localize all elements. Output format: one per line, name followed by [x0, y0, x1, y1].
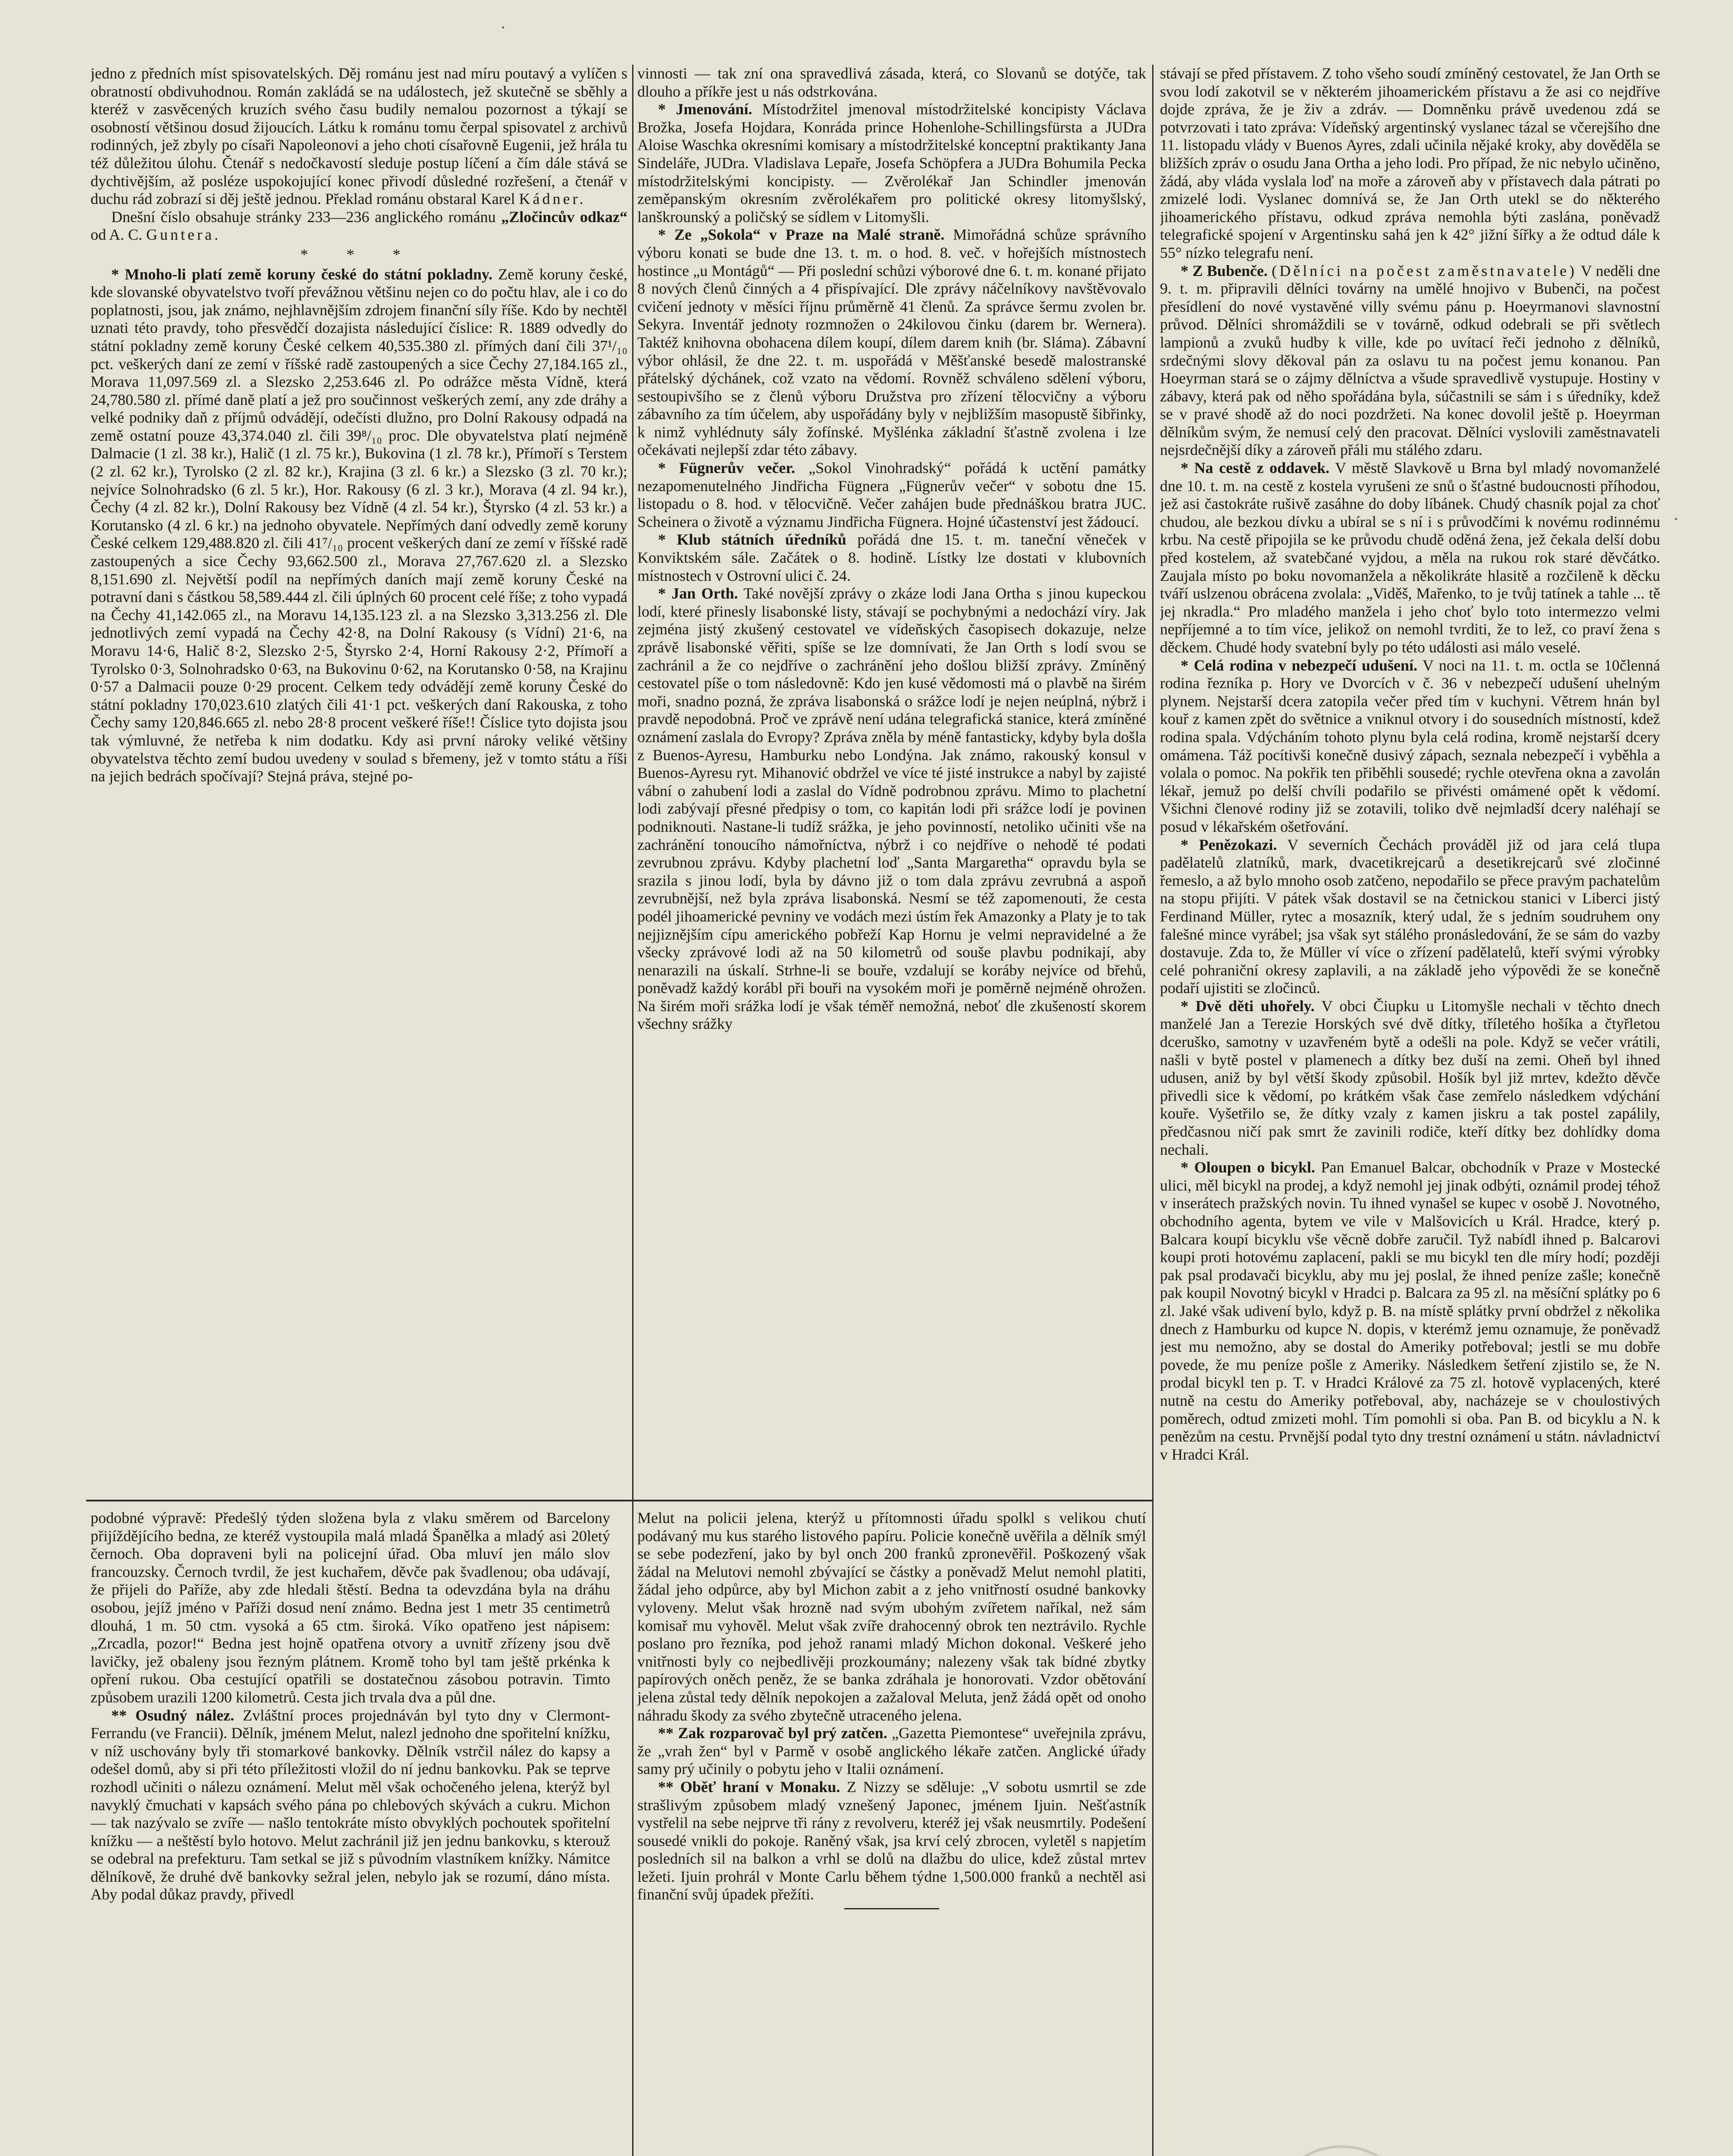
article-wedding: * Na cestě z oddavek. V městě Slavkově u Brna byl mladý novomanželé dne 10. t. m. na cestě z kostela vyrušeni ze snů o šťastné budoucnosti příhodou, jež asi častokráte rušivě zasáhne do doby líbánek. Chudý chasník pojal za choť chudou, ale bezkou dívku a ubíral se s ní i s průvodčími k novému rodinnému krbu. Na cestě připojila se ke průvodu chudě oděná žena, jež čekala delší dobu před kostelem, až svatebčané vyjdou, a měla na rukou rok staré děvčátko. Zaujala místo po boku novomanžela a několikráte hlasitě a rozčileně k děcku tváří uslzenou obrácena zvolala: „Viděš, Mařenko, to je tvůj tatínek a tahle ... tě jej nkradla.“ Pro mladého manžela i jeho choť bylo toto intermezzo velmi nepříjemné a to tím více, jelikož on nemohl tvrditi, že to lež, co praví žena s děckem. Chudé hody svatební byly po této události asi málo veselé. [1160, 459, 1660, 656]
article-continuation: Melut na policii jelena, kterýž u přítomnosti úřadu spolkl s velikou chutí podávaný mu kus starého listového papíru. Policie konečně uvěřila a dělník smýl se sebe podezření, jako by byl onch 200 franků zpronevěřil. Poškozený však žádal na Melutovi nemohl zbývající se částky a poněvadž Melut nemohl platiti, žádal jeho odpůrce, aby byl Michon zabit a z jeho vnitřností osudné bankovky vyloveny. Melut však hrozně nad svým ubohým zvířetem naříkal, než sám komisař mu vyhověl. Melut však zvíře drahocenný obrok ten neztrávilo. Rychle poslano pro řezníka, pod jehož ranami mladý Michon dokonal. Veškeré jeho vnitřnosti byly co nejbedlivěji prozkoumány; nalezeny však tak bídné zbytky papírových oněch peněz, že se banka zdráhala je honorovati. Vzdor obětování jelena zůstal tedy dělník nepokojen a zažaloval Meluta, jenž žádá opět od onoho náhradu škody za svého zbytečně utraceného jelena. [637, 1509, 1146, 1724]
column-2 [637, 65, 1146, 1496]
article-heading: * Jan Orth. [658, 585, 738, 602]
article-children-burned: * Dvě děti uhořely. V obci Čiupku u Litomyšle nechali v těchto dnech manželé Jan a Terezie Horských své dvě dítky, tříletého hošíka a čtyřletou dceruško, samotny v uzavřeném bytě a odešli na pole. Když se večer vrátili, našli v bytě postel v plamenech a dítky bez duší na zemi. Oheň byl ihned udusen, aniž by byl větší škody způsobil. Hošík byl již mrtev, kdežto děvče přivedli sice k vědomí, po krátkém však čase zemřelo následkem vdýchání kouře. Vyšetřilo se, že dítky vzaly z kamen jiskru a tak postel zapálily, předčasnou ničí pak smrt že zavinili rodiče, kteří dítky bez dohlídky doma nechali. [1160, 997, 1660, 1158]
article-heading: * Oloupen o bicykl. [1181, 1159, 1315, 1176]
article-heading: * Fügnerův večer. [658, 459, 795, 477]
article-continuation: stávají se před přístavem. Z toho všeho soudí zmíněný cestovatel, že Jan Orth se svou lodí zakotvil se v některém jihoamerickém přístavu a že asi co nejdříve dojde zpráva, že je živ a zdráv. — Domněnku právě uvedenou zdá se potvrzovati i tato zpráva: Vídeňský argentinský vyslanec tázal se včerejšího dne 11. listopadu vlády v Buenos Ayres, zdali učinila nějaké kroky, aby dověděla se bližších zpráv o osudu Jana Ortha a jeho lodi. Pro případ, že nic nebylo učiněno, žádá, aby vláda vyslala loď na moře a zároveň aby v přístavech dala pátrati po zmizelé lodi. Vyslanec domnívá se, že Jan Orth utekl se do některého jihoamerického přístavu, odkud zpráva nemohla býti zaslána, poněvadž telegrafické spojení v Argentinsku sahá jen k 42° jižní šířky a že odtud dále k 55° nízko telegrafu není. [1160, 65, 1660, 261]
article-sokol: * Ze „Sokola“ v Praze na Malé straně. Mimořádná schůze správního výboru konati se bude dne 13. t. m. o hod. 8. več. v hořejších místnostech hostince „u Montágů“ — Při poslední schůzi výborové dne 6. t. m. konané přijato 8 nových členů činných a 4 přispívající. Dle zprávy náčelníkovy navštěvovalo cvičení jednoty v měsíci říjnu průměrně 41 členů. Za správce šermu zvolen br. Sekyra. Inventář jednoty rozmnožen o 24kilovou činku (darem br. Wernera). Taktéž knihovna obohacena dílem koupí, dílem darem knih (br. Sláma). Zábavní výbor ohlásil, že dne 22. t. m. uspořádá v Měšťanské besedě malostranské přátelský dýchánek, což vzato na vědomí. Rovněž schváleno sdělení výboru, sestoupivšího se z členů výboru Družstva pro zřízení tělocvičny a výboru zábavního za tím účelem, aby uspořádány byly v nejbližším masopustě šibřinky, k nimž vyhlédnuty sály žofínské. Myšlénka základní šťastně zvolena i lze očekávati nejlepší zdar této zábavy. [637, 226, 1146, 459]
article-ripper: ** Zak rozparovač byl prý zatčen. „Gazetta Piemontese“ uveřejnila zprávu, že „vrah žen“ byl v Parmě v osobě anglického lékaře zatčen. Anglické úřady samy prý učinily o pobytu jeho v Italii oznámení. [637, 1724, 1146, 1778]
article-heading: ** Oběť hraní v Monaku. [658, 1778, 840, 1796]
article-heading: * Z Bubenče. [1181, 262, 1268, 279]
page-mark: · [1673, 509, 1679, 529]
article-officials-club: * Klub státních úředníků pořádá dne 15. t. m. taneční věneček v Konviktském sále. Začátek o 8. hodině. Lístky lze dostati v klubovních místnostech v Ostrovní ulici č. 24. [637, 531, 1146, 584]
article-jan-orth: * Jan Orth. Také novější zprávy o zkáze lodi Jana Ortha s jinou kupeckou lodí, které přinesly lisabonské listy, stávají se pochybnými a nedochází víry. Jak zejména jistý zkušený cestovatel ve vídeňských časopisech dokazuje, nelze zprávě lisabonské věřiti, spíše se lze domnívati, že Jan Orth s lodí svou se zachránil a že co nejdříve o zachránění jeho došlou bližší zprávy. Zmíněný cestovatel píše o tom následovně: Kdo jen kusé vědomosti má o plavbě na širém moři, snadno pozná, že zpráva lisabonská o srážce lodí je nejen neúplná, nýbrž i pravdě nepodobná. Proč ve zprávě není udána telegrafická stanice, která zmíněné oznámení zaslala do Evropy? Zpráva zněla by méně fantasticky, kdyby byla došla z Buenos-Ayresu, Hamburku nebo Londýna. Jak známo, rakouský konsul v Buenos-Ayresu ryt. Mihanović obdržel ve více té jisté instrukce a nabyl by zajisté vábní o zahubení lodi a zaslal do Vídně podrobnou zprávu. Mimo to plachetní lodi zabývají přesné předpisy o tom, co kapitán lodi při srážce lodí je povinen podniknouti. Nastane-li tudíž srážka, je jeho povinností, netoliko učiniti vše na zachránění tonoucího námořníctva, nýbrž i co nejdříve o nehodě té podati zevrubnou zprávu. Kdyby plachetní loď „Santa Margaretha“ opravdu byla se srazila s jinou lodí, byla by dávno již o tom dala zprávu zevrubná a aspoň zevrubnější, než byla zpráva lisabonská. Nesmí se též zapomenouti, že cesta podél jihoamerické pevniny ve vodách mezi ústím řek Amazonky a Platy je to tak nejjiznějším cípu amerického pobřeží Kap Hornu je velmi nepravidelné a že všecky zprávové lodi až na 50 kilometrů od souše plavbu podnikají, aby nenarazili na úskalí. Strhne-li se bouře, vzdalují se koráby nejvíce od břehů, poněvadž každý korábl při bouři na vysokém moři je poměrně nejméně ohrožen. Na širém moři srážka lodí je však téměř nemožná, neboť dle zkušeností skorem všechny srážky [637, 585, 1146, 1033]
article-fugner-evening: * Fügnerův večer. „Sokol Vinohradský“ pořádá k uctění památky nezapomenutelného Jindřicha Fügnera „Fügnerův večer“ v sobotu dne 15. listopadu o 8. hod. v tělocvičně. Večer zahájen bude přednáškou bratra JUC. Scheinera o životě a významu Jindřicha Fügnera. Hojné účastenství jest žádoucí. [637, 459, 1146, 530]
article-fatal-find: ** Osudný nález. Zvláštní proces projednáván byl tyto dny v Clermont-Ferrandu (ve Francii). Dělník, jménem Melut, nalezl jednoho dne spořitelní knížku, v níž uschovány byly tři stomarkové bankovky. Dělník vstrčil nález do kapsy a odešel domů, aby si při této příležitosti vložil do ní jednu bankovku. Pak se teprve rozhodl učiniti o nálezu oznámení. Melut měl však ochočeného jelena, kterýž byl navyklý čmuchati v kapsách svého pána po chlebových skývách a cukru. Michon — tak nazývalo se zvíře — našlo tentokráte místo obvyklých pochoutek spořitelní knížku — a neštěstí bylo hotovo. Melut zachránil již jen jednu bankovku, s kterouž se odebral na prefekturu. Tam setkal se již s původním vlastníkem knížky. Námitce dělníkově, že druhé dvě bankovky sežral jelen, nebylo jak se rozumí, dáno místa. Aby podal důkaz pravdy, přivedl [91, 1706, 610, 1903]
article-heading: ** Osudný nález. [111, 1706, 235, 1724]
article-heading: * Jmenování. [658, 100, 752, 118]
article-heading: * Mnoho-li platí země koruny české do státní pokladny. [111, 265, 493, 283]
article-crown-taxes: * Mnoho-li platí země koruny české do státní pokladny. Země koruny české, kde slovanské obyvatelstvo tvoří převážnou většinu nejen co do počtu hlav, ale i co do poplatnosti, jsou, jak známo, nejhlavnějším zdrojem finanční síly říše. Kdo by nechtěl uznati této pravdy, toho přesvědčí dozajista následující číslice: R. 1889 odvedly do státní pokladny země koruny České celkem 40,535.380 zl. přímých daní čili 37¹/₁₀ pct. veškerých daní ze zemí v říšské radě zastoupených a sice Čechy 27,184.165 zl., Morava 11,097.569 zl. a Slezsko 2,253.646 zl. Po odrážce města Vídně, která 24,780.580 zl. přímé daně platí a jež pro součinnost veškerých zemí, any zde dráhy a velké podniky daň z příjmů odvádějí, odečísti dlužno, pro Dolní Rakousy odpadá na země ostatní pouze 43,374.040 zl. čili 39⁸/₁₀ proc. Dle obyvatelstva platí nejméně Dalmacie (1 zl. 38 kr.), Halič (1 zl. 75 kr.), Bukovina (1 zl. 78 kr.), Přímoří s Terstem (2 zl. 62 kr.), Tyrolsko (2 zl. 82 kr.), Krajina (3 zl. 6 kr.) a Slezsko (3 zl. 70 kr.); nejvíce Solnohradsko (6 zl. 5 kr.), Hor. Rakousy (6 zl. 3 kr.), Morava (4 zl. 94 kr.), Čechy (4 zl. 82 kr.), Dolní Rakousy bez Vídně (4 zl. 54 kr.), Štyrsko (4 zl. 53 kr.) a Korutansko (4 zl. 6 kr.) na jednoho obyvatele. Nepřímých daní odvedly země koruny České celkem 129,488.820 zl. čili 41⁷/₁₀ procent veškerých daní ze zemí v říšské radě zastoupených a sice Čechy 93,662.500 zl., Morava 27,767.620 zl. a Slezsko 8,151.690 zl. Největší podíl na nepřímých daních mají země koruny České na potravní dani s částkou 58,589.444 zl. čili úplných 60 procent celé říše; z toho vypadá na Čechy 41,142.065 zl., na Moravu 14,135.123 zl. a na Slezsko 3,313.256 zl. Dle jednotlivých zemí vypadá na Čechy 42·8, na Dolní Rakousy (s Vídní) 21·6, na Moravu 14·6, Halič 8·2, Slezsko 2·5, Štyrsko 2·4, Horní Rakousy 2·2, Přímoří a Tyrolsko 0·3, Solnohradsko 0·63, na Bukovinu 0·62, na Korutansko 0·58, na Krajinu 0·57 a Dalmacii pouze 0·29 procent. Celkem tedy odvádějí země koruny České do státní pokladny 170,023.610 zlatých čili 41·1 pct. veškerých daní Rakouska, z toho Čechy samy 120,846.665 zl. nebo 28·8 procent veškeré říše!! Číslice tyto dojista jsou tak výmluvné, že netřeba k nim dodatku. Kdy asi první nároky veliké většiny obyvatelstva těchto zemí budou uvedeny v soulad s břemeny, jež v tomto státu a říši na jejich bedrách spočívají? Stejná práva, stejné po- [91, 265, 627, 785]
article-heading: * Dvě děti uhořely. [1181, 997, 1315, 1015]
column-rule [1152, 65, 1153, 2156]
article-monaco: ** Oběť hraní v Monaku. Z Nizzy se sděluje: „V sobotu usmrtil se zde strašlivým způsobem mladý vznešený Japonec, jménem Ijuin. Nešťastník vystřelil na sebe nejprve tři rány z revolveru, kteréž jej však neusmrtily. Podešení sousedé vnikli do pokoje. Raněný však, jsa krví celý zbrocen, vyletěl s napjetím posledních sil na balkon a vrhl se dolů na dlažbu do ulice, kdež zůstal mrtev ležeti. Ijuin prohrál v Monte Carlu během týdne 1,500.000 franků a nechtěl asi finanční svůj úpadek přežíti. [637, 1778, 1146, 1903]
translator-name: Kádner. [519, 190, 586, 208]
article-family-danger: * Celá rodina v nebezpečí udušení. V noci na 11. t. m. octla se 10členná rodina řezníka p. Hory ve Dvorcích v č. 36 v nebezpečí udušení uhelným plynem. Nejstarší dcera zatopila večer před tím v kuchyni. Větrem hnán byl kouř z kamen zpět do světnice a vniknul otvory i do sousedních místností, kdež rodina spala. Vdýcháním tohoto plynu byla celá rodina, kromě nejstarší dcery omámena. Táž pocítivši konečně dusivý zápach, seznala nebezpečí i vyběhla a volala o pomoc. Na pokřik ten přiběhli sousedé; rychle otevřena okna a zavolán lékař, jemuž po delší chvíli podařilo se přivésti omámené opět k vědomí. Všichni členové rodiny již se zotavili, toliko dvě nejmladší dcery naléhají se posud v lékařském ošetřování. [1160, 656, 1660, 835]
column-3 [1160, 65, 1660, 2156]
column-rule [632, 65, 633, 2156]
article-heading: ** Zak rozparovač byl prý zatčen. [658, 1724, 887, 1742]
article-heading: * Klub státních úředníků [658, 531, 846, 548]
article-counterfeiters: * Penězokazi. V severních Čechách prováděl již od jara celá tlupa padělatelů zlatníků, mark, dvacetikrejcarů a desetikrejcarů své zločinné řemeslo, a až bylo mnoho osob zatčeno, nepodařilo se přece pravým pachatelům na stopu přijíti. V pátek však dostavil se na četnickou stanici v Liberci jistý Ferdinand Müller, rytec a mosazník, který udal, že s jedním soudruhem ony falešné mince vyrábel; jsa však syt stálého pronásledování, že se sám do vazby dostavuje. Zda to, že Müller ví více o zřízení padělatelů, kteří svými výrobky celé pohraniční okresy zaplavili, a na základě jeho výpovědi že se konečně podaří ujistiti se zločinců. [1160, 836, 1660, 997]
article-heading: * Na cestě z oddavek. [1181, 459, 1330, 477]
article-bicycle: * Oloupen o bicykl. Pan Emanuel Balcar, obchodník v Praze v Mostecké ulici, měl bicykl na prodej, a když nemohl jej jinak odbýti, oznámil prodej téhož v inserátech pražských novin. Tu ihned vynašel se kupec v osobě J. Novotného, obchodního agenta, bytem ve vile v Malšovicích u Král. Hradce, který p. Balcara koupí bicyklu vše věcně dobře zaručil. Tyž nabídl ihned p. Balcarovi koupi proti hotovému zaplacení, pakli se mu bicykl ten dle míry hodí; později pak psal prodavači bicyklu, aby mu jej poslal, že ihned peníze zašle; konečně pak koupil Novotný bicykl v Hradci p. Balcara za 95 zl. na měsíční splátky po 6 zl. Jaké však udivení bylo, když p. B. na místě splátky první obdržel z několika dnech z Hamburku od kupce N. dopis, v kterémž jemu oznamuje, že poněvadž jest mu nemožno, aby se dostal do Ameriky potřeboval; jestli se mu dobře povede, že mu peníze pošle z Ameriky. Následkem šetření zjistilo se, že N. prodal bicykl ten p. T. v Hradci Králové za 75 zl. hotově vyplacených, které nutně na cestu do Ameriky potřeboval, aby, nacházeje se v choulostivých poměrech, odtud zmizeti mohl. Tím pomohli si oba. Pan B. od bicyklu a N. k penězům na cestu. Prvnější podal tyto dny trestní oznámení u státn. návladnictví v Hradci Král. [1160, 1159, 1660, 1463]
article-bubenec: * Z Bubenče. (Dělníci na počest zaměstnavatele) V neděli dne 9. t. m. připravili dělníci továrny na umělé hnojivo v Bubenči, na počest přesídlení do nové vystavěné villy svému pánu p. Hoeyrmanovi slavnostní průvod. Dělníci shromáždili se v továrně, odkud odebrali se při světlech lampionů a zvuků hudby k ville, kde po uvítací řeči jednoho z dělníků, srdečnými slovy děkoval pán za oslavu tu na počest jemu konanou. Pan Hoeyrman stará se o zájmy dělníctva a všude spravedlivě vystupuje. Hostiny v zábavy, která pak od něho spořádána byla, súčastnili se sám i s úředníky, kdež se v pravé shodě až do noci pozdržeti. Na konec dovolil ještě p. Hoeyrman dělníkům svým, že nemusí celý den pracovat. Dělníci vyslovili zaměstnavateli nejsrdečnější díky a zároveň přáli mu stálého zdaru. [1160, 262, 1660, 459]
column-5 [637, 1509, 1146, 2156]
section-rule [86, 1500, 1152, 1501]
section-separator-stars: * * * [300, 245, 418, 263]
article-heading: * Celá rodina v nebezpečí udušení. [1181, 656, 1418, 674]
article-subheading: (Dělníci na počest zaměstnavatele) [1272, 262, 1577, 279]
article-continuation: vinnosti — tak zní ona spravedlivá zásada, která, co Slovanů se dotýče, tak dlouho a příkře jest u nás odstrkována. [637, 65, 1146, 100]
article-appointments: * Jmenování. Místodržitel jmenoval místodržitelské koncipisty Václava Brožka, Josefa Hojdara, Konráda prince Hohenlohe-Schillingsfürsta a JUDra Aloise Waschka okresními komisary a místodržitelské konceptní praktikanty Jana Sindeláře, JUDra. Vladislava Lepaře, Josefa Schöpfera a JUDra Bohumila Pecka místodržitelskými koncipisty. — Zvěrolékař Jan Schindler jmenován zeměpanským okresním zvěrolékařem pro politické okresy litomyšlský, lanškrounský a poličský se sídlem v Litomyšli. [637, 100, 1146, 226]
serial-author: Guntera. [146, 226, 221, 244]
article-heading: * Ze „Sokola“ v Praze na Malé straně. [658, 226, 945, 244]
column-4 [91, 1509, 610, 2156]
article-heading: * Penězokazi. [1181, 836, 1277, 853]
column-1-paragraph-1: jedno z předních míst spisovatelských. Děj románu jest nad míru poutavý a vylíčen s obratností obdivuhodnou. Román zakládá se na událostech, jež skutečně se sběhly a kteréž v zasvěcených kruzích svého času budily nemalou pozornost a týkají se osobností většinou dosud žijoucích. Látku k románu tomu čerpal spisovatel z archivů rodinných, jež zbyly po císaři Napoleonovi a jeho choti císařovně Eugenii, jež hrála tu též důležitou úlohu. Čtenář s nedočkavostí sleduje postup líčení a čím dále stává se dychtivějším, až posléze uspokojující konec přivodí důsledné rozřešení, a čtenář v duchu rád zobrazí si děj ještě jednou. Překlad románu obstaral Karel Kádner. [91, 65, 627, 208]
serial-title: „Zločincův odkaz“ [501, 208, 627, 226]
page-mark: · [500, 18, 506, 37]
serial-announcement: Dnešní číslo obsahuje stránky 233—236 anglického románu „Zločincův odkaz“ od A. C. Guntera. [91, 208, 627, 244]
column-1 [91, 65, 627, 1496]
article-continuation: podobné výpravě: Předešlý týden složena byla z vlaku směrem od Barcelony přijíždějícího bedna, ze kteréž vystoupila malá mladá Španělka a mladý asi 20letý černoch. Oba dopraveni byli na policejní úřad. Oba mluví jen málo slov francouzsky. Černoch tvrdil, že jest kuchařem, děvče pak švadlenou; oba udávají, že přijeli do Paříže, aby zde hledali štěstí. Bedna ta odevzdána byla na dráhu osobou, jejíž jméno v Paříži dosud není známo. Bedna jest 1 metr 35 centimetrů dlouhá, 1 m. 50 ctm. vysoká a 65 ctm. široká. Víko opatřeno jest nápisem: „Zrcadla, pozor!“ Bedna jest hojně opatřena otvory a uvnitř zřízeny jsou dvě lavičky, jež obaleny jsou řezným plátnem. Kromě toho byl tam ještě prkénka k opření rukou. Oba cestující opatřili se dostatečnou zásobou potravin. Timto způsobem urazili 1200 kilometrů. Cesta jich trvala dva a půl dne. [91, 1509, 610, 1706]
end-rule [844, 1908, 939, 1909]
